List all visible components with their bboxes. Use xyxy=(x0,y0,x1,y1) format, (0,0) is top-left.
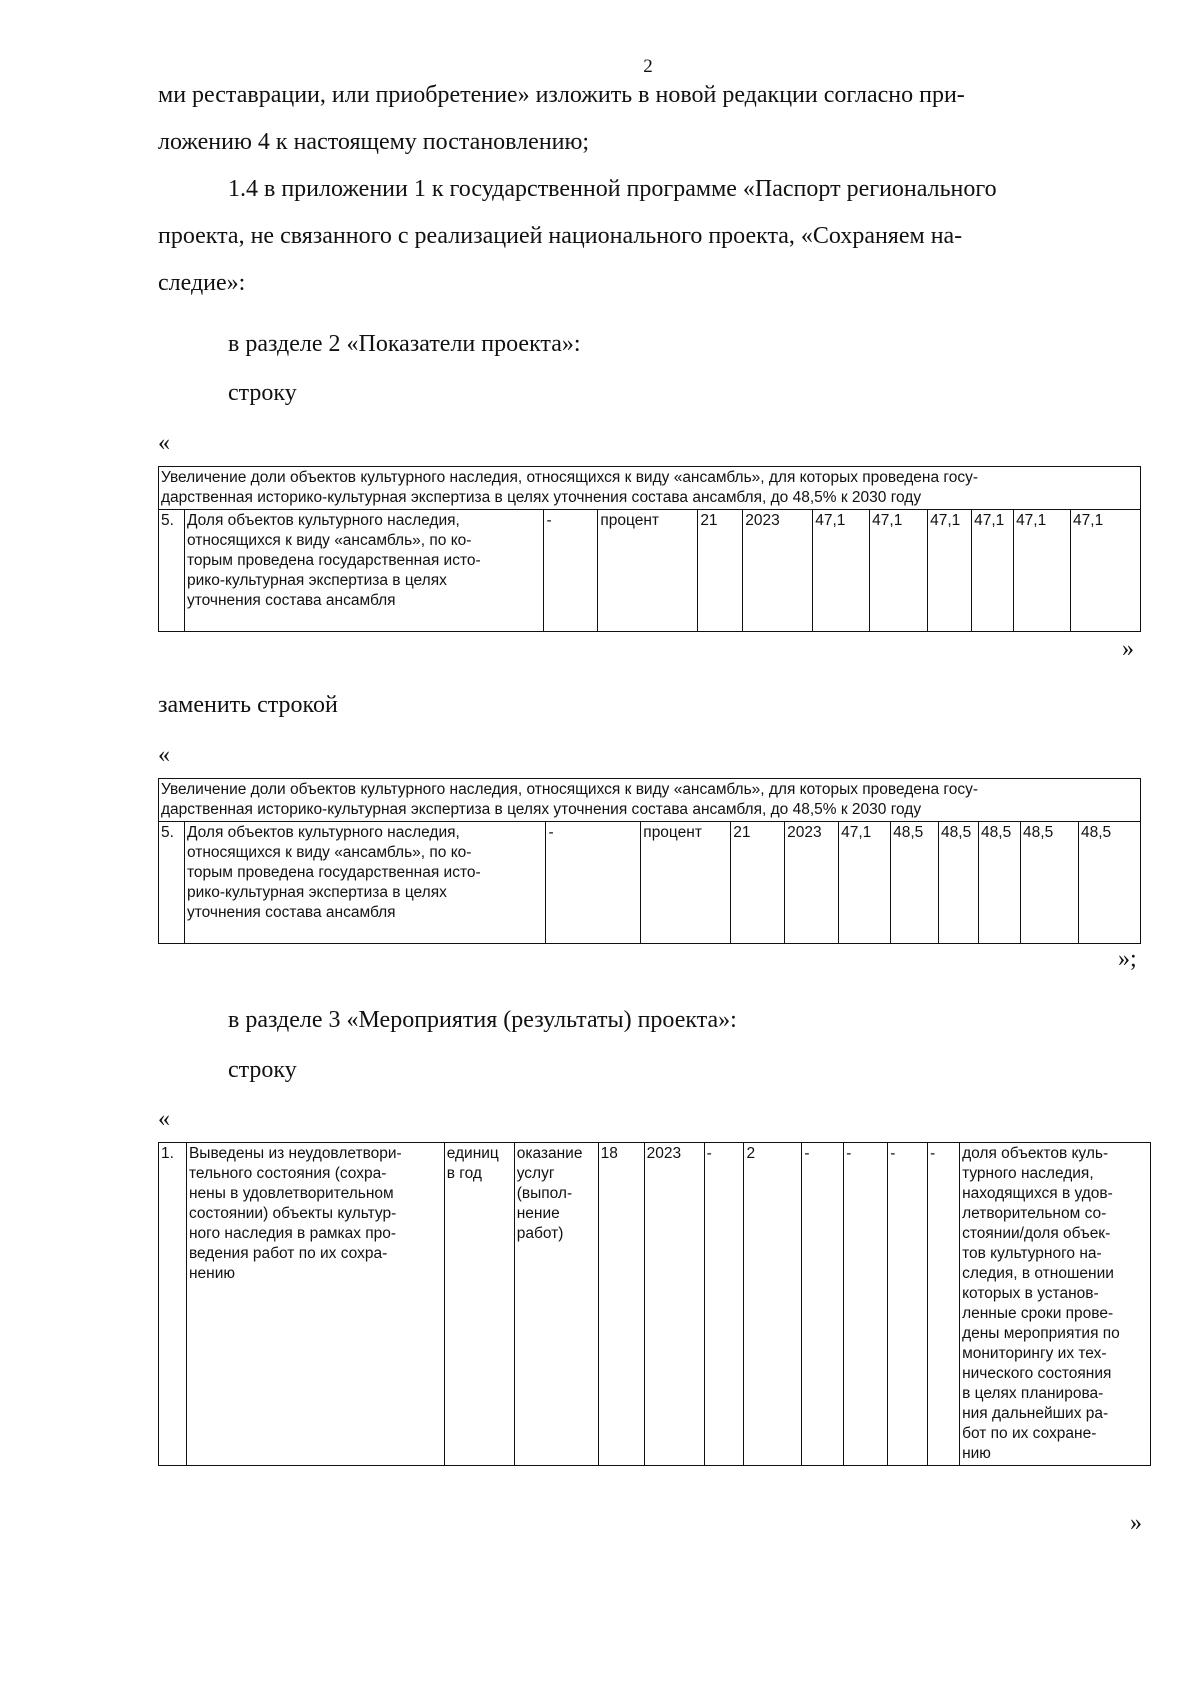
table-header xyxy=(159,779,1141,822)
table-header xyxy=(159,467,1141,510)
event-type-line: работ) xyxy=(516,1225,564,1242)
row-number: 5. xyxy=(159,510,185,632)
value-cell: 47,1 xyxy=(1014,510,1071,632)
indicator-name xyxy=(184,822,546,944)
open-quote-2: « xyxy=(158,742,170,768)
paragraph-1-line-1: ми реставрации, или приобретение» изложить в новой редакции согласно при- xyxy=(158,82,965,108)
paragraph-1-line-2: ложению 4 к настоящему постановлению; xyxy=(158,129,590,155)
table-header-line-1: Увеличение доли объектов культурного наследия, относящихся к виду «ансамбль», для которых проведена госу- xyxy=(161,781,978,798)
event-name-line: нены в удовлетворительном xyxy=(188,1185,394,1202)
value-cell: 47,1 xyxy=(928,510,972,632)
close-quote-2: »; xyxy=(1118,946,1137,972)
unit-line: в год xyxy=(446,1165,482,1182)
unit-line: единиц xyxy=(446,1145,499,1162)
open-quote-1: « xyxy=(158,430,170,456)
close-quote-3: » xyxy=(1130,1510,1142,1536)
replace-label: заменить строкой xyxy=(158,692,338,718)
unit-cell xyxy=(444,1143,514,1466)
value-cell: - xyxy=(928,1143,960,1466)
table-header-line-2: дарственная историко-культурная экспертиза в целях уточнения состава ансамбля, до 48,5% к 2030 году xyxy=(161,801,922,818)
indicator-name-line: торым проведена государственная исто- xyxy=(186,552,481,569)
table-header-line-2: дарственная историко-культурная экспертиза в целях уточнения состава ансамбля, до 48,5% к 2030 году xyxy=(161,489,922,506)
event-type-cell xyxy=(514,1143,598,1466)
linked-indicator-line: доля объектов куль- xyxy=(962,1145,1109,1162)
value-cell: 48,5 xyxy=(939,822,979,944)
section-3-heading: в разделе 3 «Мероприятия (результаты) проекта»: xyxy=(228,1007,737,1033)
value-cell: 47,1 xyxy=(870,510,928,632)
event-type-line: (выпол- xyxy=(516,1185,573,1202)
paragraph-2 xyxy=(158,166,1143,307)
indicator-name-line: Доля объектов культурного наследия, xyxy=(186,824,460,841)
page-number: 2 xyxy=(643,56,653,77)
value-cell: - xyxy=(704,1143,744,1466)
linked-indicator-line: дены мероприятия по xyxy=(962,1325,1120,1342)
event-name-line: Выведены из неудовлетвори- xyxy=(188,1145,402,1162)
linked-indicator-line: мониторингу их тех- xyxy=(962,1345,1107,1362)
value-cell: 48,5 xyxy=(979,822,1021,944)
indicator-table-new xyxy=(158,778,1141,944)
value-cell: - xyxy=(802,1143,844,1466)
indicator-name-line: рико-культурная экспертиза в целях xyxy=(186,884,447,901)
linked-indicator-line: в целях планирова- xyxy=(962,1385,1104,1402)
linked-indicator-line: находящихся в удов- xyxy=(962,1185,1113,1202)
base-value-cell: 21 xyxy=(731,822,785,944)
paragraph-2-line-2: проекта, не связанного с реализацией национального проекта, «Сохраняем на- xyxy=(158,223,963,249)
indicator-name-line: относящихся к виду «ансамбль», по ко- xyxy=(186,532,472,549)
table-row xyxy=(159,822,1141,944)
value-cell: 2 xyxy=(744,1143,802,1466)
indicator-name-line: торым проведена государственная исто- xyxy=(186,864,481,881)
paragraph-1 xyxy=(158,72,1143,166)
linked-indicator-line: ния дальнейших ра- xyxy=(962,1405,1109,1422)
linked-indicator-line: следия, в отношении xyxy=(962,1265,1114,1282)
row-word-1: строку xyxy=(228,380,297,406)
linked-indicator-line: бот по их сохране- xyxy=(962,1425,1097,1442)
linked-indicator-line: нического состояния xyxy=(962,1365,1112,1382)
linked-indicator-line: которых в установ- xyxy=(962,1285,1099,1302)
event-name-line: тельного состояния (сохра- xyxy=(188,1165,387,1182)
event-type-line: нение xyxy=(516,1205,560,1222)
event-name-line: состоянии) объекты культур- xyxy=(188,1205,397,1222)
value-cell: 48,5 xyxy=(891,822,939,944)
paragraph-2-line-1: 1.4 в приложении 1 к государственной программе «Паспорт регионального xyxy=(228,176,997,202)
indicator-name xyxy=(184,510,544,632)
indicator-name-line: Доля объектов культурного наследия, xyxy=(186,512,460,529)
value-cell: - xyxy=(844,1143,888,1466)
section-2-heading: в разделе 2 «Показатели проекта»: xyxy=(228,331,581,357)
linked-indicator-line: стоянии/доля объек- xyxy=(962,1225,1111,1242)
linked-indicator-line: ленные сроки прове- xyxy=(962,1305,1114,1322)
value-cell: 47,1 xyxy=(1071,510,1141,632)
events-table xyxy=(158,1142,1151,1466)
event-type-line: услуг xyxy=(516,1165,555,1182)
table-row xyxy=(159,510,1141,632)
table-row xyxy=(159,1143,1151,1466)
linked-indicator-line: нию xyxy=(962,1445,991,1462)
event-type-line: оказание xyxy=(516,1145,583,1162)
event-name-line: ведения работ по их сохра- xyxy=(188,1245,388,1262)
value-cell: 47,1 xyxy=(813,510,870,632)
linked-indicator-cell xyxy=(960,1143,1151,1466)
event-name-line: нению xyxy=(188,1265,235,1282)
paragraph-2-line-3: следие»: xyxy=(158,270,246,296)
unit-cell: процент xyxy=(598,510,698,632)
table-row xyxy=(159,779,1141,822)
base-year-cell: 2023 xyxy=(644,1143,704,1466)
indicator-name-line: уточнения состава ансамбля xyxy=(186,904,396,921)
indicator-name-line: относящихся к виду «ансамбль», по ко- xyxy=(186,844,472,861)
value-cell: 47,1 xyxy=(972,510,1014,632)
base-value-cell: 18 xyxy=(598,1143,644,1466)
event-name xyxy=(186,1143,444,1466)
level-cell: - xyxy=(546,822,641,944)
base-year-cell: 2023 xyxy=(785,822,839,944)
linked-indicator-line: турного наследия, xyxy=(962,1165,1094,1182)
value-cell: - xyxy=(888,1143,928,1466)
event-name-line: ного наследия в рамках про- xyxy=(188,1225,397,1242)
value-cell: 48,5 xyxy=(1021,822,1079,944)
row-number: 5. xyxy=(159,822,185,944)
close-quote-1: » xyxy=(1122,636,1134,662)
value-cell: 48,5 xyxy=(1078,822,1140,944)
unit-cell: процент xyxy=(641,822,731,944)
row-word-2: строку xyxy=(228,1057,297,1083)
value-cell: 47,1 xyxy=(839,822,891,944)
linked-indicator-line: летворительном со- xyxy=(962,1205,1107,1222)
base-value-cell: 21 xyxy=(698,510,743,632)
table-row xyxy=(159,467,1141,510)
indicator-name-line: рико-культурная экспертиза в целях xyxy=(186,572,447,589)
indicator-table-old xyxy=(158,466,1141,632)
table-header-line-1: Увеличение доли объектов культурного наследия, относящихся к виду «ансамбль», для которых проведена госу- xyxy=(161,469,978,486)
row-number: 1. xyxy=(159,1143,187,1466)
linked-indicator-line: тов культурного на- xyxy=(962,1245,1102,1262)
base-year-cell: 2023 xyxy=(743,510,813,632)
indicator-name-line: уточнения состава ансамбля xyxy=(186,592,396,609)
level-cell: - xyxy=(544,510,598,632)
open-quote-3: « xyxy=(158,1106,170,1132)
